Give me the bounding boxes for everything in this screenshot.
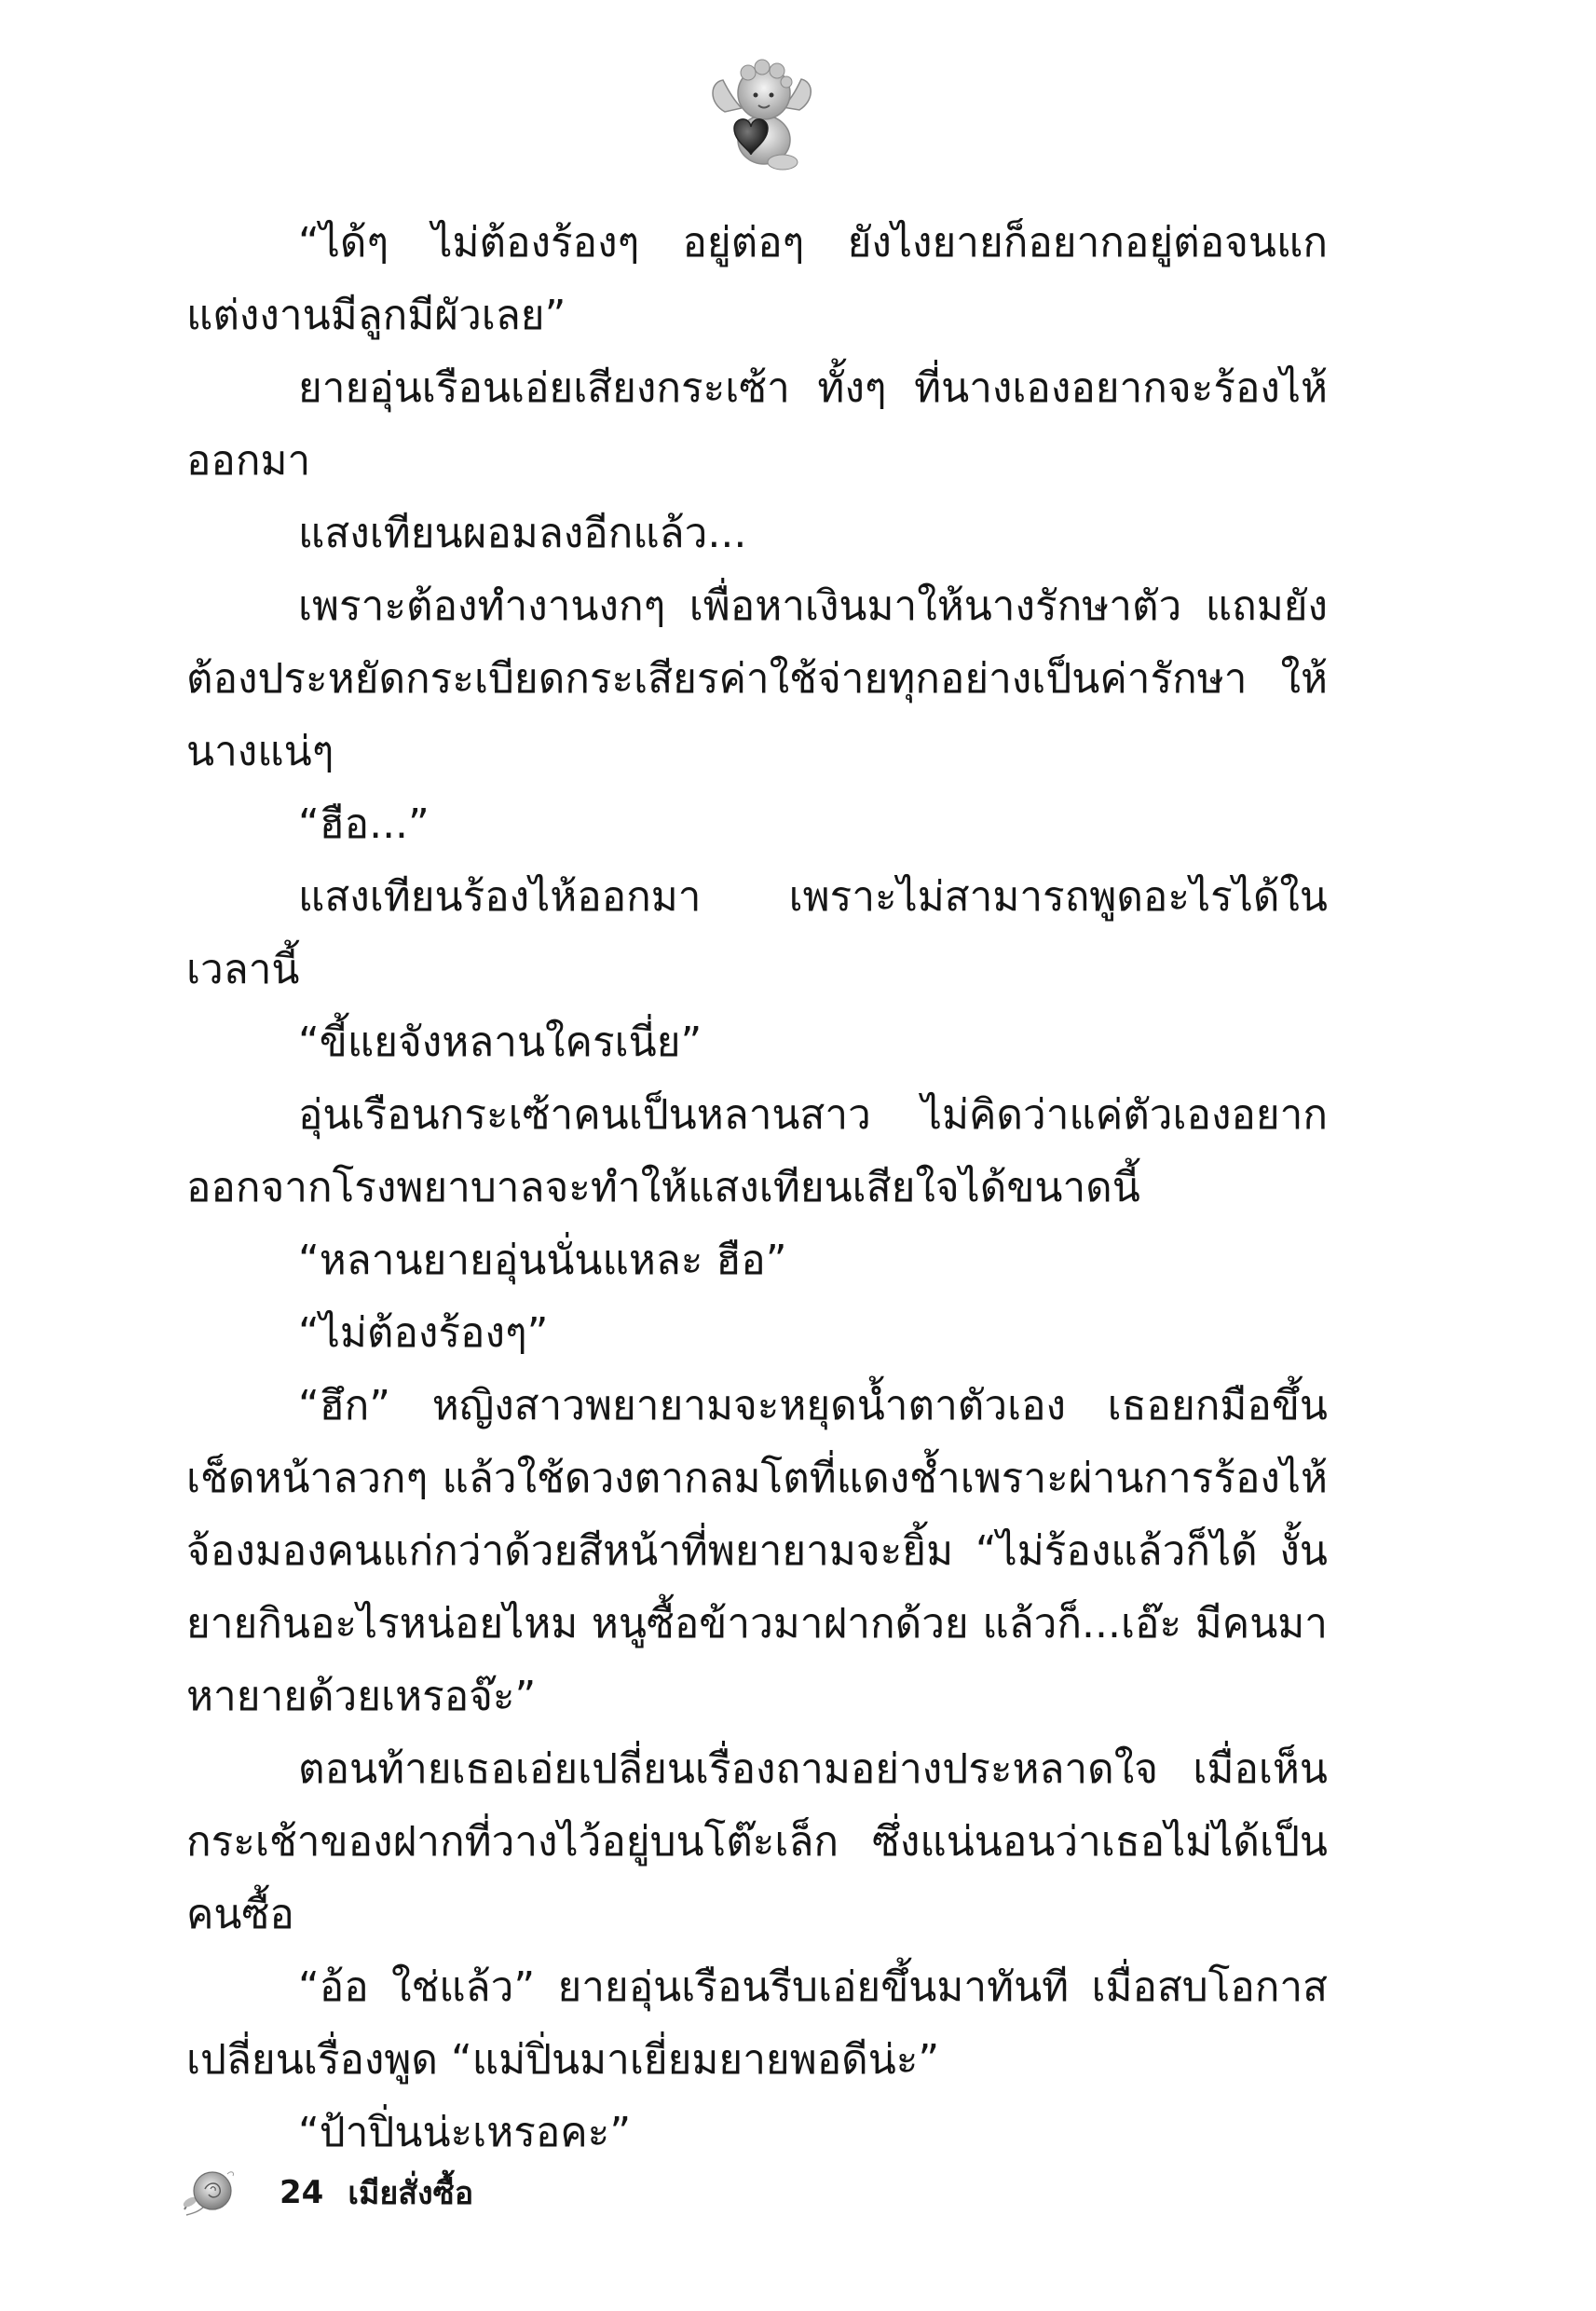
paragraph: ยายอุ่นเรือนเอ่ยเสียงกระเซ้า ทั้งๆ ที่นางเองอยากจะร้องไห้ ออกมา bbox=[186, 364, 1328, 485]
paragraph: “ฮึก” หญิงสาวพยายามจะหยุดน้ำตาตัวเอง เธอยกมือขึ้น เช็ดหน้าลวกๆ แล้วใช้ดวงตากลมโตที่แดงช้ำเพราะผ่านการร้องไห้ จ้องมองคนแก่กว่าด้วยสีหน้าที่พยายามจะยิ้ม “ไม่ร้องแล้วก็ได้ งั้นยายกินอะไรหน่อยไหม หนูซื้อข้าวมาฝากด้วย แล้วก็...เอ๊ะ มีคนมาหายายด้วยเหรอจ๊ะ” bbox=[186, 1382, 1328, 1720]
paragraph: แสงเทียนผอมลงอีกแล้ว... bbox=[298, 510, 747, 557]
paragraph: อุ่นเรือนกระเซ้าคนเป็นหลานสาว ไม่คิดว่าแค่ตัวเองอยาก ออกจากโรงพยาบาลจะทำให้แสงเทียนเสียใจได้ขนาดนี้ bbox=[186, 1091, 1328, 1211]
story-text bbox=[186, 207, 1328, 2169]
paragraph: “ไม่ต้องร้องๆ” bbox=[298, 1309, 549, 1357]
paragraph: “ฮือ...” bbox=[298, 800, 430, 848]
cherub-heart-icon bbox=[706, 54, 818, 175]
page-footer bbox=[177, 2160, 473, 2225]
paragraph: “ขี้แยจังหลานใครเนี่ย” bbox=[298, 1019, 703, 1066]
paragraph: “ได้ๆ ไม่ต้องร้องๆ อยู่ต่อๆ ยังไงยายก็อยากอยู่ต่อจนแก แต่งงานมีลูกมีผัวเลย” bbox=[186, 219, 1328, 339]
rose-icon bbox=[177, 2161, 240, 2224]
book-title: เมียสั่งซื้อ bbox=[348, 2175, 474, 2212]
paragraph: เพราะต้องทำงานงกๆ เพื่อหาเงินมาให้นางรักษาตัว แถมยัง ต้องประหยัดกระเบียดกระเสียรค่าใช้จ่ายทุกอย่างเป็นค่ารักษา ให้นางแน่ๆ bbox=[186, 582, 1328, 775]
paragraph: แสงเทียนร้องไห้ออกมา เพราะไม่สามารถพูดอะไรได้ในเวลานี้ bbox=[186, 873, 1328, 993]
page-number: 24 bbox=[280, 2174, 324, 2211]
paragraph: ตอนท้ายเธอเอ่ยเปลี่ยนเรื่องถามอย่างประหลาดใจ เมื่อเห็น กระเช้าของฝากที่วางไว้อยู่บนโต๊ะเล็ก ซึ่งแน่นอนว่าเธอไม่ได้เป็น คนซื้อ bbox=[186, 1745, 1328, 1938]
paragraph: “อ้อ ใช่แล้ว” ยายอุ่นเรือนรีบเอ่ยขึ้นมาทันที เมื่อสบโอกาส เปลี่ยนเรื่องพูด “แม่ปิ่นมาเยี่ยมยายพอดีน่ะ” bbox=[186, 1963, 1328, 2084]
paragraph: “ป้าปิ่นน่ะเหรอคะ” bbox=[298, 2109, 632, 2156]
paragraph: “หลานยายอุ่นนั่นแหละ ฮือ” bbox=[298, 1237, 787, 1284]
